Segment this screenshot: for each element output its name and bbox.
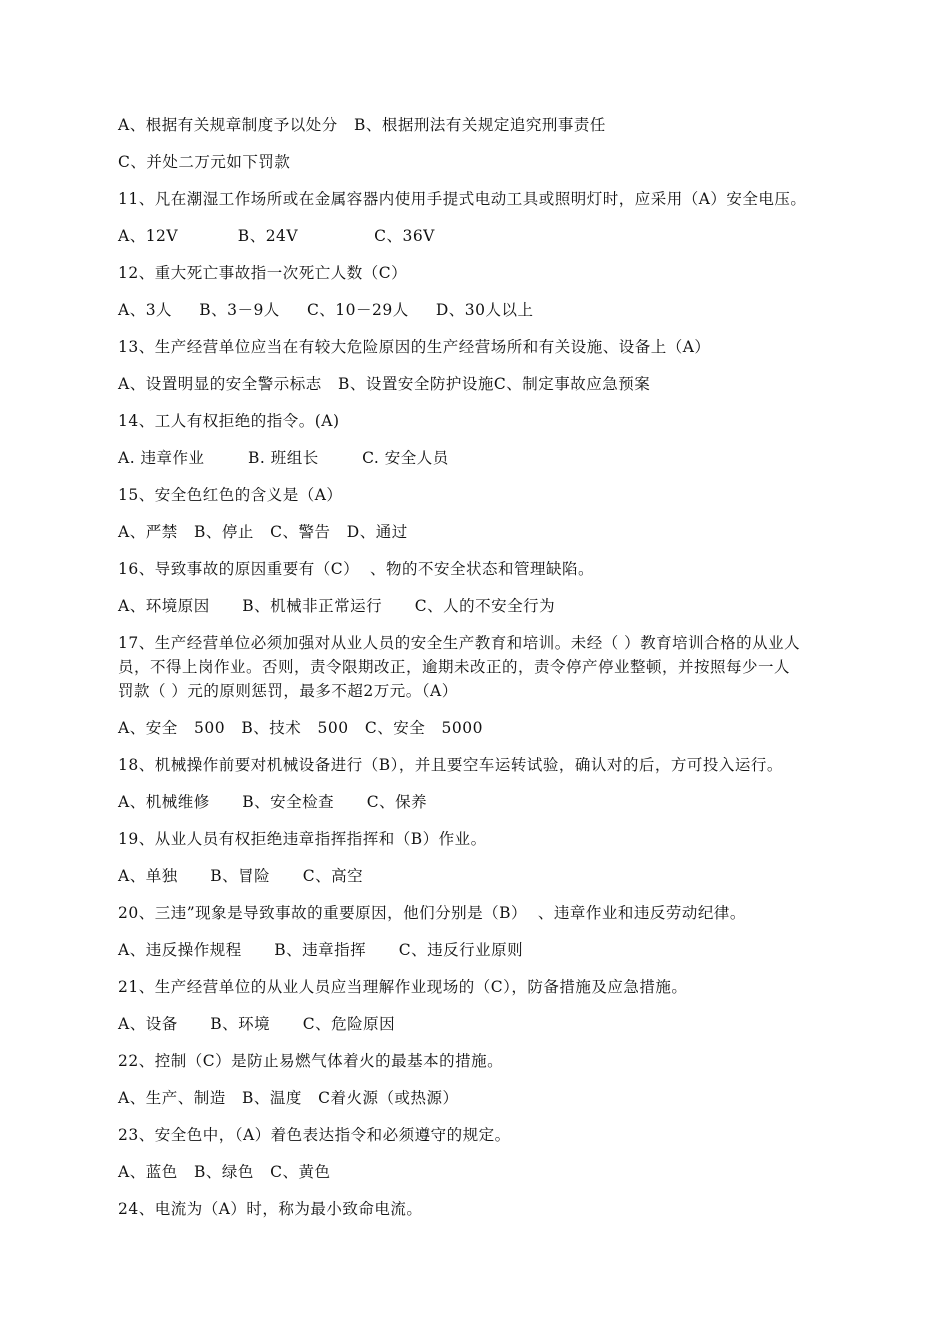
question-line: 18、机械操作前要对机械设备进行（B），并且要空车运转试验，确认对的后，方可投入运行。 (118, 756, 783, 774)
question-line: 13、生产经营单位应当在有较大危险原因的生产经营场所和有关设施、设备上（A） (118, 338, 711, 356)
answer-options-line: C、并处二万元如下罚款 (118, 153, 291, 171)
question-line: 罚款（ ）元的原则惩罚，最多不超2万元。（A） (118, 682, 458, 700)
answer-options-line: A、蓝色 B、绿色 C、黄色 (118, 1163, 331, 1181)
question-line: 15、安全色红色的含义是（A） (118, 486, 343, 504)
question-17-block (118, 631, 838, 703)
question-line: 16、导致事故的原因重要有（C） 、物的不安全状态和管理缺陷。 (118, 560, 594, 578)
answer-options-line: A、安全 500 B、技术 500 C、安全 5000 (118, 719, 483, 737)
question-line: 21、生产经营单位的从业人员应当理解作业现场的（C），防备措施及应急措施。 (118, 978, 688, 996)
answer-options-line: A、设置明显的安全警示标志 B、设置安全防护设施C、制定事故应急预案 (118, 375, 651, 393)
answer-options-line: A、12V B、24V C、36V (118, 227, 435, 245)
question-line: 19、从业人员有权拒绝违章指挥指挥和（B）作业。 (118, 830, 487, 848)
answer-options-line: A、设备 B、环境 C、危险原因 (118, 1015, 396, 1033)
answer-options-line: A、环境原因 B、机械非正常运行 C、人的不安全行为 (118, 597, 556, 615)
question-line: 20、三违”现象是导致事故的重要原因，他们分别是（B） 、违章作业和违反劳动纪律。 (118, 904, 746, 922)
answer-options-line: A、严禁 B、停止 C、警告 D、通过 (118, 523, 408, 541)
answer-options-line: A、单独 B、冒险 C、高空 (118, 867, 364, 885)
question-line: 12、重大死亡事故指一次死亡人数（C） (118, 264, 408, 282)
answer-options-line: A、机械维修 B、安全检查 C、保养 (118, 793, 428, 811)
question-line: 11、凡在潮湿工作场所或在金属容器内使用手提式电动工具或照明灯时，应采用（A）安全电压。 (118, 190, 807, 208)
question-line: 24、电流为（A）时，称为最小致命电流。 (118, 1200, 423, 1218)
answer-options-line: A、生产、制造 B、温度 C着火源（或热源） (118, 1089, 459, 1107)
question-line: 员，不得上岗作业。否则，责令限期改正，逾期未改正的，责令停产停业整顿，并按照每少一人 (118, 658, 791, 676)
document-content (118, 113, 838, 1234)
question-line: 17、生产经营单位必须加强对从业人员的安全生产教育和培训。未经（ ）教育培训合格的从业人 (118, 634, 801, 652)
answer-options-line: A、3人 B、3－9人 C、10－29人 D、30人以上 (118, 301, 534, 319)
answer-options-line: A. 违章作业 B. 班组长 C. 安全人员 (118, 449, 449, 467)
question-line: 22、控制（C）是防止易燃气体着火的最基本的措施。 (118, 1052, 504, 1070)
answer-options-line: A、违反操作规程 B、违章指挥 C、违反行业原则 (118, 941, 524, 959)
question-line: 14、工人有权拒绝的指令。(A) (118, 412, 340, 430)
answer-options-line: A、根据有关规章制度予以处分 B、根据刑法有关规定追究刑事责任 (118, 116, 606, 134)
question-line: 23、安全色中，（A）着色表达指令和必须遵守的规定。 (118, 1126, 511, 1144)
